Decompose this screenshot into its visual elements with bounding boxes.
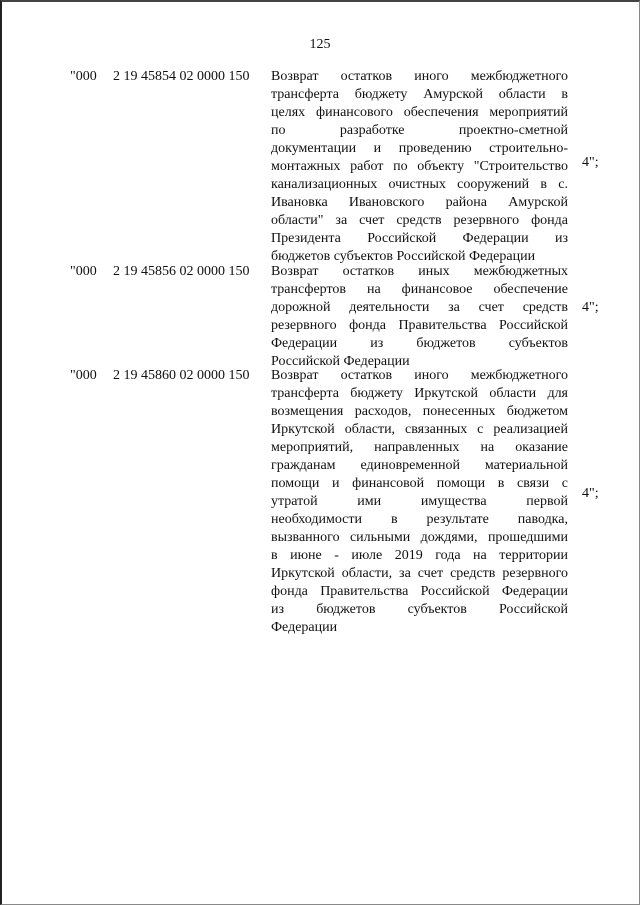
description-line: Возврат остатков иного межбюджетного <box>271 368 568 383</box>
description-line: документации и проведению строительно- <box>271 141 568 156</box>
description-line: Возврат остатков иного межбюджетного <box>271 69 568 84</box>
description-line: канализационных очистных сооружений в с. <box>271 177 568 192</box>
description-line: гражданам единовременной материальной <box>271 458 568 473</box>
description-line: Федерации <box>271 620 338 635</box>
entry-number: 4"; <box>582 155 599 170</box>
admin-code: "000 <box>70 264 97 279</box>
description-line: возмещения расходов, понесенных бюджетом <box>271 404 568 419</box>
budget-classification-code: 2 19 45854 02 0000 150 <box>113 69 250 84</box>
description-line: в июне - июле 2019 года на территории <box>271 548 568 563</box>
description-line: утратой ими имущества первой <box>271 494 568 509</box>
description-line: Иркутской области, за счет средств резервного <box>271 566 568 581</box>
entry-description <box>271 68 568 266</box>
description-line: трансферта бюджету Иркутской области для <box>271 386 568 401</box>
description-line: трансферта бюджету Амурской области в <box>271 87 568 102</box>
description-line: Иркутской области, связанных с реализацией <box>271 422 568 437</box>
description-line: дорожной деятельности за счет средств <box>271 300 568 315</box>
entry-description <box>271 263 568 371</box>
description-line: вызванного сильными дождями, прошедшими <box>271 530 568 545</box>
budget-classification-code: 2 19 45856 02 0000 150 <box>113 264 250 279</box>
description-line: целях финансового обеспечения мероприятий <box>271 105 568 120</box>
entry-description <box>271 367 568 637</box>
description-line: резервного фонда Правительства Российской <box>271 318 568 333</box>
budget-classification-code: 2 19 45860 02 0000 150 <box>113 368 250 383</box>
description-line: бюджетов субъектов Российской Федерации <box>271 249 536 264</box>
description-line: области" за счет средств резервного фонда <box>271 213 568 228</box>
description-line: Ивановка Ивановского района Амурской <box>271 195 568 210</box>
description-line: из бюджетов субъектов Российской <box>271 602 568 617</box>
description-line: мероприятий, направленных на оказание <box>271 440 568 455</box>
description-line: Возврат остатков иных межбюджетных <box>271 264 568 279</box>
description-line: Федерации из бюджетов субъектов <box>271 336 568 351</box>
entry-number: 4"; <box>582 300 599 315</box>
description-line: фонда Правительства Российской Федерации <box>271 584 568 599</box>
entry-number: 4"; <box>582 486 599 501</box>
description-line: Российской Федерации <box>271 354 410 369</box>
description-line: монтажных работ по объекту "Строительство <box>271 159 568 174</box>
admin-code: "000 <box>70 69 97 84</box>
description-line: необходимости в результате паводка, <box>271 512 568 527</box>
description-line: помощи и финансовой помощи в связи с <box>271 476 568 491</box>
description-line: по разработке проектно-сметной <box>271 123 568 138</box>
description-line: трансфертов на финансовое обеспечение <box>271 282 568 297</box>
admin-code: "000 <box>70 368 97 383</box>
description-line: Президента Российской Федерации из <box>271 231 568 246</box>
page-number: 125 <box>309 37 331 52</box>
